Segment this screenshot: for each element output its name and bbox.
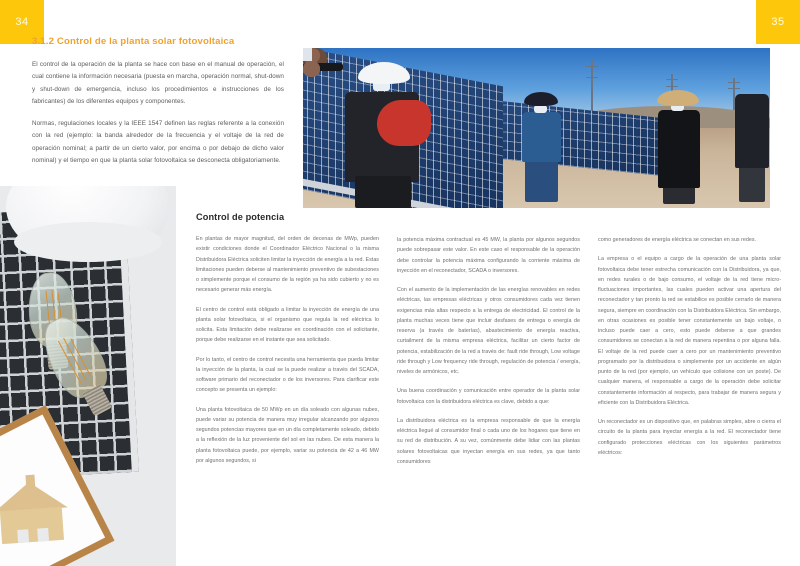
house-body	[0, 507, 64, 544]
three-column-text-region	[196, 212, 782, 562]
worker-jacket	[735, 94, 769, 168]
body-paragraph: la potencia máxima contractual es 45 MW, la planta por algunos segundos puede sobrepasar este valor. En este caso el responsable de la operación debe controlar la potencia máxima configurando la corriente máxima de inyección en el reconectador, SCADA o inversores.	[397, 237, 580, 274]
house-notch	[17, 529, 29, 543]
page-number-left: 34	[15, 16, 29, 28]
id-badge-icon	[303, 48, 312, 61]
worker-red-sleeve	[377, 100, 431, 146]
face-mask-icon	[534, 105, 547, 113]
worker-head	[303, 61, 320, 77]
hardhat-bulbs-clipboard-flatlay-photo	[0, 186, 176, 566]
subsection-heading: Control de potencia	[196, 212, 285, 222]
bucket-hat-icon	[524, 92, 558, 106]
body-paragraph: Una planta fotovoltaica de 50 MWp en un día soleado con algunas nubes, puede variar su potencia de manera muy irregular alcanzando por algunos segundos potencias mayores que en un día completamente soleado, debido a la reflexión de la luz proveniente del sol en las nubes. De esta manera la planta fotovoltaica puede, por ejemplo, variar su potencia de 42 a 46 MW por algunos segundos, si	[196, 406, 379, 464]
page-number-tab-right	[756, 0, 800, 44]
body-paragraph: La distribuidora eléctrica es la empresa responsable de que la energía eléctrica llegué al consumidor final o cada uno de los hogares que tiene en su red de distribución. A su vez, comúnmente debe lidiar con las plantas solares fotovoltaicas que inyectan energía en sus redes, ya que tanto consumidores	[397, 417, 580, 465]
hard-hat-brim	[14, 222, 162, 262]
text-column-1	[196, 212, 379, 562]
body-paragraph: Una buena coordinación y comunicación entre operador de la planta solar fotovoltaica con la distribuidora eléctrica es clave, debido a que:	[397, 388, 580, 405]
intro-paragraph: El control de la operación de la planta se hace con base en el manual de operación, el cual contiene la información necesaria (puesta en marcha, operación normal, shut-down y shut-down de emergencia, incluso los procedimientos e instrucciones de los fabricantes) de los diferentes equipos y componentes.	[32, 61, 284, 105]
column-top-spacer	[598, 212, 781, 235]
worker-puffer-jacket	[658, 110, 700, 188]
body-paragraph: como generadores de energía eléctrica se conectan en sus redes.	[598, 237, 757, 243]
body-paragraph: El centro de control está obligado a limitar la inyección de energía de una planta solar fotovoltaica, si el organismo que regula la red eléctrica lo solicita. Esta limitación debe realizarse en coordinación con el solicitante, porque debe realizarse en el instante que sea solicitado.	[196, 306, 379, 344]
column-top-spacer	[397, 212, 580, 235]
worker-legs	[355, 176, 411, 208]
body-paragraph: En plantas de mayor magnitud, del orden de decenas de MWp, pueden existir condiciones donde el Coordinador Eléctrico Nacional o la misma Distribuidora Eléctrica soliciten limitar la inyección de energía a la red. Estas limitaciones pueden deberse al mantenimiento preventivo de subestaciones o simplemente porque el consumo de la región ya ha sido cubierto y no es necesario generar más energía.	[196, 236, 379, 294]
body-paragraph: La empresa o el equipo a cargo de la operación de una planta solar fotovoltaica debe tener estrecha comunicación con la Distribuidora, ya que, en redes rurales o de bajo consumo, el voltaje de la red tiene micro-fluctuaciones importantes, las cuales pueden activar una apertura del reconectador y tan pronto la red se estabilice es posible cerrarlo de manera segura, siempre en coordinación con la Distribuidora Eléctrica. Sin embargo, en otras ocasiones es posible tener constantemente un bajo voltaje, o incluso puede caer a cero, esto puede deberse a que grandes consumidores se conectan a la red de manera repentina o por alguna falla. El voltaje de la red puede caer a cero por un mantenimiento preventivo programado por la distribuidora o simplemente por un accidente en algún punto de la red (por ejemplo, un vehículo que colisione con un poste). De cualquier manera, el responsable a cargo de la operación debe solicitar constantemente información al respecto, para trabajar de manera segura y eficiente con la Distribuidora Eléctrica.	[598, 256, 782, 406]
worker-legs	[525, 158, 558, 202]
page-number-right: 35	[771, 16, 785, 28]
wooden-house-model-icon	[0, 479, 70, 544]
house-notch	[37, 528, 49, 542]
body-paragraph: Con el aumento de la implementación de las energías renovables en redes eléctricas, las empresas eléctricas y otros consumidores cada vez tienen exigencias más altas respecto a la entrega de electricidad. El control de la planta muchas veces tiene que incluir desfases de entrega o energía de reserva (a través de baterías), abastecimiento de energía reactiva, curtailment de la misma empresa eléctrica, facilitar un cierto factor de potencia, estabilización de la red a través de: fault ride through, Low voltage ride through y Low frequency ride through, regulación de potencia / energía, niveles de armónicos, etc.	[397, 287, 580, 375]
section-heading: 3.1.2 Control de la planta solar fotovoltaica	[32, 36, 235, 47]
intro-paragraph: Normas, regulaciones locales y la IEEE 1547 definen las reglas referente a la conexión con la red (ejemplo: la banda alrededor de la frecuencia y el voltaje de la red de operación nominal; a partir de un cierto valor, por encima o por debajo de dicho valor nominal) y el tiempo en que la planta solar fotovoltaica se desconecta obligatoriamente.	[32, 120, 284, 164]
straw-hat-icon	[657, 90, 699, 106]
body-paragraph: Por lo tanto, el centro de control necesita una herramienta que pueda limitar la inyección de la planta, la cual se la puede realizar a través del SCADA, software primario del reconectador o de los inversores. Para clarificar este concepto se presenta un ejemplo:	[196, 356, 379, 394]
worker-overalls	[522, 112, 561, 162]
text-column-3	[598, 212, 781, 562]
solar-plant-workers-photo	[303, 48, 770, 208]
intro-text-block	[32, 36, 284, 177]
body-paragraph: Un reconectador es un dispositivo que, en palabras simples, abre o cierra el circuito de la planta para inyectar energía a la red. El reconectador tiene configurado protecciones eléctricas con los siguientes parámetros eléctricos:	[598, 419, 781, 456]
text-column-2	[397, 212, 580, 562]
transmission-tower-icon	[591, 60, 593, 112]
worker-legs	[739, 162, 765, 202]
photo-worker	[303, 48, 320, 77]
